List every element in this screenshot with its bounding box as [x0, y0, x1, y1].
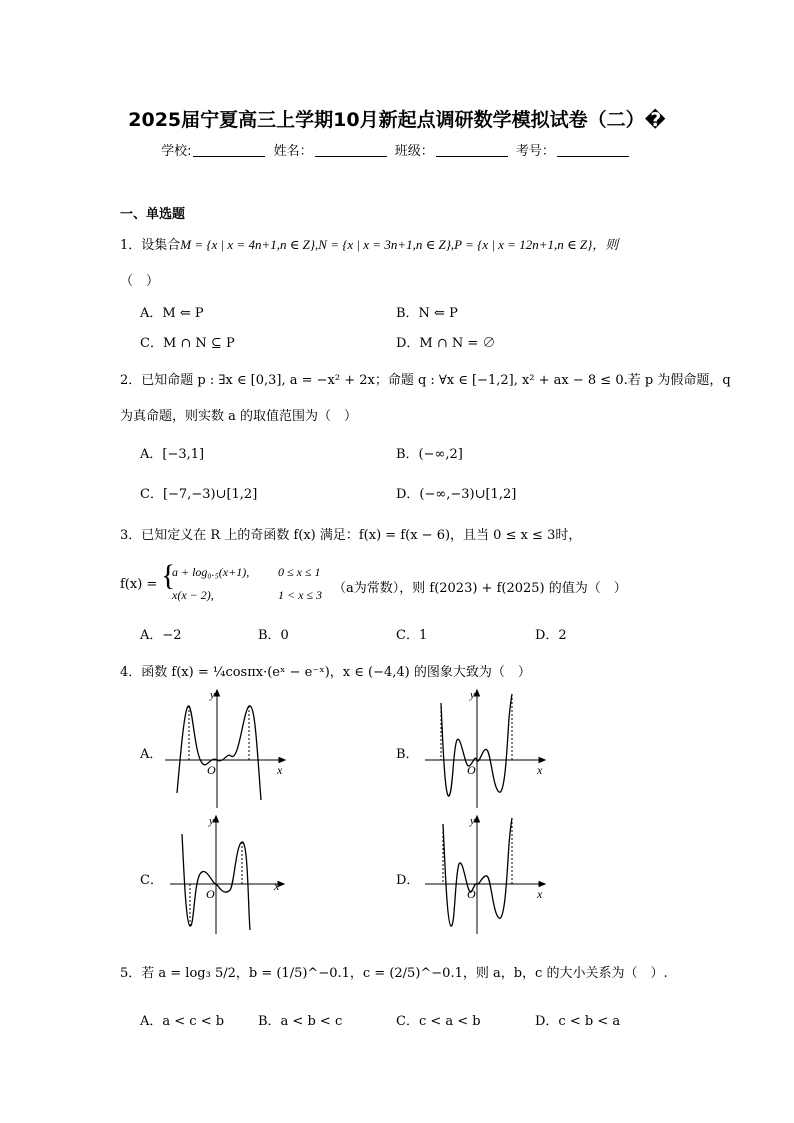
- q4-graph-a[interactable]: [165, 688, 290, 810]
- x-label: x: [274, 879, 280, 893]
- y-label: y: [210, 689, 215, 701]
- q4-option-d[interactable]: D．: [396, 873, 420, 888]
- y-axis-arrow-icon: [215, 690, 220, 696]
- q3-cond2: 1 < x ≤ 3: [278, 588, 323, 602]
- y-label: y: [209, 815, 214, 827]
- x-label: x: [537, 887, 543, 901]
- q2-stem-line1: 2．已知命题 p : ∃x ∈ [0,3], a = −x² + 2x；命题 q : ∀x ∈ [−1,2], x² + ax − 8 ≤ 0.若 p 为假命题，q: [120, 373, 731, 388]
- q4-option-c[interactable]: C．: [140, 873, 163, 888]
- y-axis-arrow-icon: [214, 816, 219, 822]
- q3-case1: a + log₀.₅(x+1),: [172, 565, 250, 579]
- q4-stem: 4．函数 f(x) = ¼cosπx·(eˣ − e⁻ˣ)，x ∈ (−4,4) 的图象大致为（ ）: [120, 665, 531, 680]
- q3-brace: {: [161, 559, 176, 592]
- x-axis-arrow-icon: [279, 758, 285, 763]
- y-label: y: [470, 815, 475, 827]
- q3-cond1: 0 ≤ x ≤ 1: [278, 565, 321, 579]
- q1-paren: （ ）: [120, 274, 160, 289]
- q5-stem: 5．若 a = log₃ 5/2，b = (1/5)^−0.1，c = (2/5)^−0.1，则 a，b，c 的大小关系为（ ）.: [120, 966, 668, 981]
- origin-label: O: [467, 763, 476, 777]
- origin-label: O: [467, 887, 476, 901]
- school-label: 学校:: [161, 144, 192, 159]
- q1-sets: M = {x | x = 4n+1,n ∈ Z},N = {x | x = 3n+1,n ∈ Z},P = {x | x = 12n+1,n ∈ Z}，则: [180, 237, 619, 252]
- q3-stem-line1: 3．已知定义在 R 上的奇函数 f(x) 满足：f(x) = f(x − 6)，且当 0 ≤ x ≤ 3时，: [120, 528, 582, 543]
- q1-stem: [120, 234, 618, 253]
- y-axis-arrow-icon: [475, 690, 480, 696]
- q4-option-a[interactable]: A．: [140, 747, 163, 762]
- class-label: 班级：: [394, 144, 434, 159]
- q1-option-a[interactable]: A．M ⇐ P: [140, 306, 204, 321]
- q1-option-c[interactable]: C．M ∩ N ⊆ P: [140, 336, 235, 351]
- name-label: 姓名：: [273, 144, 313, 159]
- q4-graph-c[interactable]: [170, 814, 295, 936]
- q3-option-d[interactable]: D．2: [535, 628, 567, 643]
- q2-option-a[interactable]: A．[−3,1]: [140, 447, 205, 462]
- x-label: x: [277, 763, 283, 777]
- q5-option-b[interactable]: B．a < b < c: [258, 1014, 343, 1029]
- exam-no-label: 考号：: [515, 144, 555, 159]
- q3-tail: （a为常数），则 f(2023) + f(2025) 的值为（ ）: [333, 581, 627, 596]
- x-axis-arrow-icon: [539, 758, 545, 763]
- q5-option-c[interactable]: C．c < a < b: [396, 1014, 481, 1029]
- student-info-line: [0, 140, 794, 159]
- q2-option-d[interactable]: D．(−∞,−3)∪[1,2]: [396, 487, 517, 502]
- q5-option-d[interactable]: D．c < b < a: [535, 1014, 621, 1029]
- q5-option-a[interactable]: A．a < c < b: [140, 1014, 225, 1029]
- name-blank[interactable]: [315, 144, 387, 157]
- q2-option-c[interactable]: C．[−7,−3)∪[1,2]: [140, 487, 258, 502]
- curve-a: [177, 706, 261, 800]
- y-label: y: [470, 689, 475, 701]
- q4-graph-b[interactable]: [425, 688, 550, 810]
- origin-label: O: [207, 763, 216, 777]
- section-heading: 一、单选题: [120, 207, 186, 222]
- class-blank[interactable]: [436, 144, 508, 157]
- q3-option-a[interactable]: A．−2: [140, 628, 182, 643]
- q3-case2: x(x − 2),: [172, 588, 214, 602]
- exam-no-blank[interactable]: [557, 144, 629, 157]
- school-blank[interactable]: [193, 144, 265, 157]
- x-axis-arrow-icon: [539, 882, 545, 887]
- q1-option-d[interactable]: D．M ∩ N = ∅: [396, 336, 496, 351]
- q3-option-b[interactable]: B．0: [258, 628, 289, 643]
- q3-option-c[interactable]: C．1: [396, 628, 428, 643]
- q1-prefix: 1．设集合: [120, 238, 181, 253]
- y-axis-arrow-icon: [475, 816, 480, 822]
- q3-fx-label: f(x) =: [120, 577, 158, 592]
- q1-option-b[interactable]: B．N ⇐ P: [396, 306, 458, 321]
- origin-label: O: [206, 887, 215, 901]
- page-title: 2025届宁夏高三上学期10月新起点调研数学模拟试卷（二）�: [128, 109, 666, 131]
- q2-option-b[interactable]: B．(−∞,2]: [396, 447, 463, 462]
- q4-graph-d[interactable]: [425, 814, 550, 936]
- x-label: x: [537, 763, 543, 777]
- q4-option-b[interactable]: B．: [396, 747, 419, 762]
- q2-stem-line2: 为真命题，则实数 a 的取值范围为（ ）: [120, 409, 358, 424]
